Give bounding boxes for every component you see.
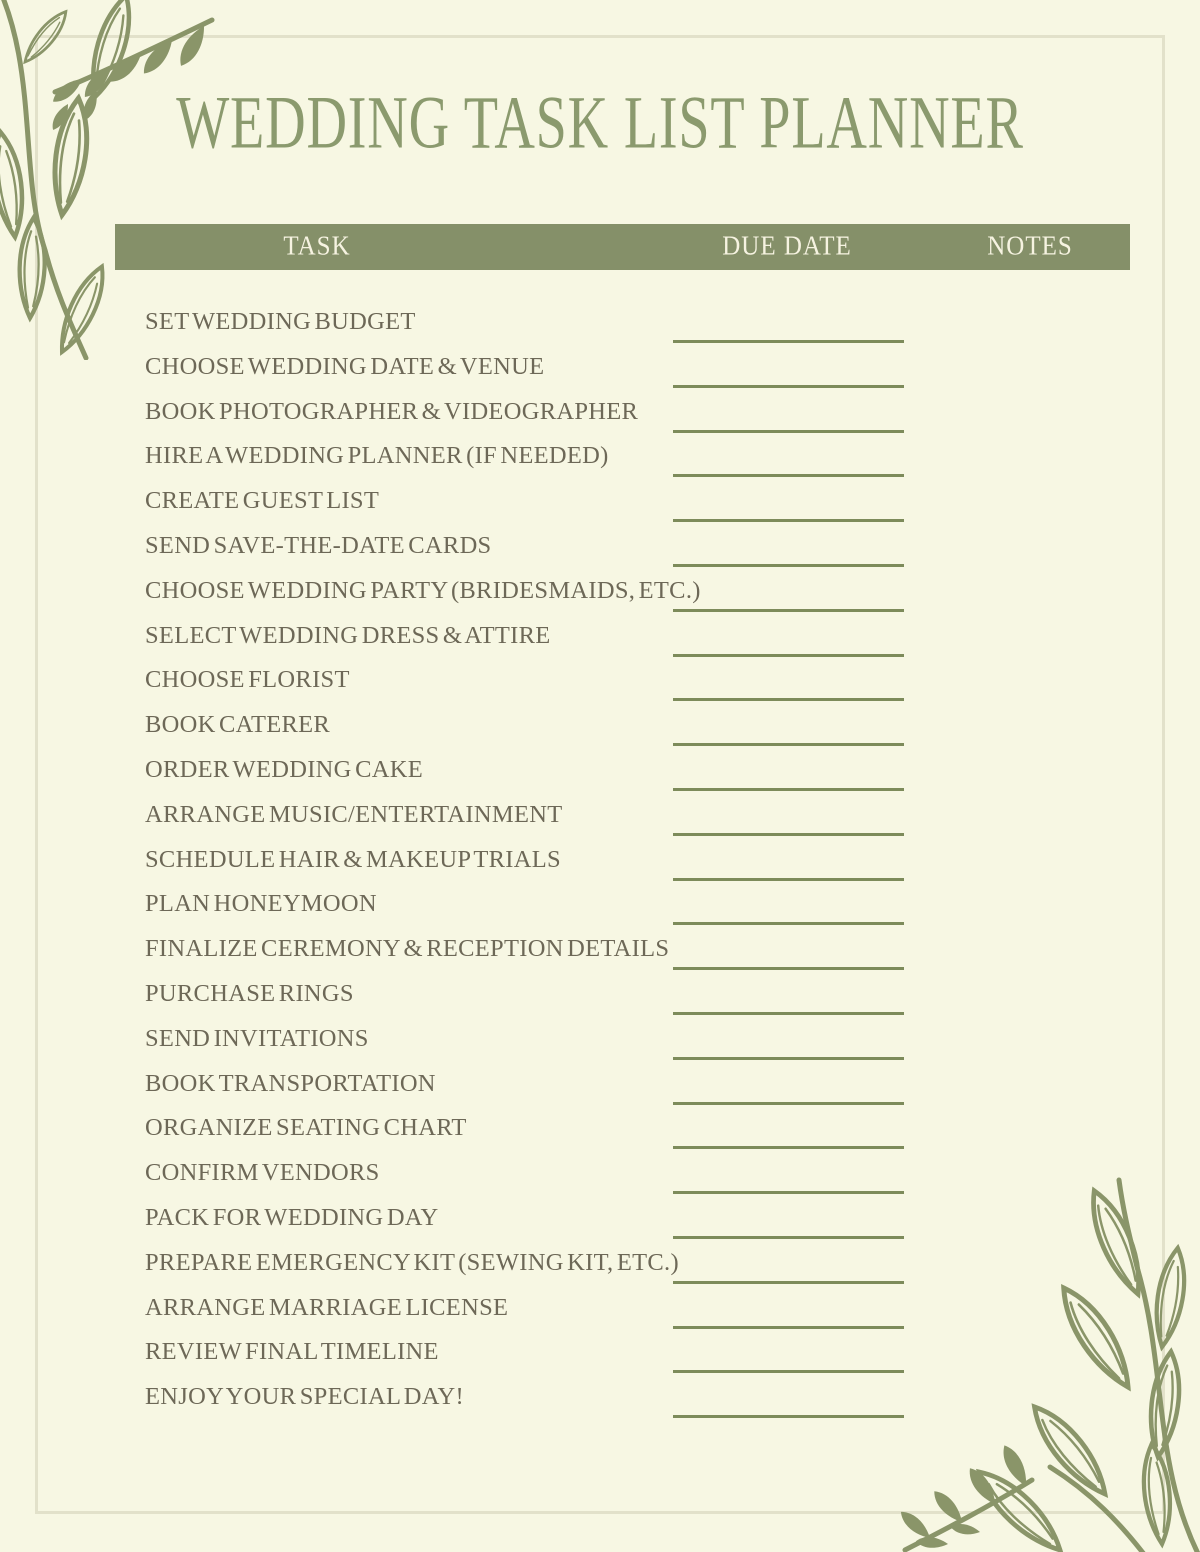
task-row: [0, 569, 1200, 614]
due-date-line: [673, 788, 904, 791]
task-row: [0, 1375, 1200, 1420]
due-date-line: [673, 1370, 904, 1373]
task-label: PREPARE EMERGENCY KIT (SEWING KIT, ETC.): [145, 1248, 679, 1276]
task-label: FINALIZE CEREMONY & RECEPTION DETAILS: [145, 935, 670, 963]
column-header-due-date: DUE DATE: [722, 231, 852, 262]
due-date-line: [673, 1057, 904, 1060]
due-date-line: [673, 1415, 904, 1418]
task-label: CHOOSE WEDDING DATE & VENUE: [145, 352, 545, 380]
task-row: [0, 927, 1200, 972]
task-label: BOOK TRANSPORTATION: [145, 1069, 436, 1097]
task-row: [0, 1241, 1200, 1286]
task-label: SEND INVITATIONS: [145, 1024, 369, 1052]
task-label: CREATE GUEST LIST: [145, 487, 380, 515]
task-row: [0, 390, 1200, 435]
task-label: REVIEW FINAL TIMELINE: [145, 1338, 439, 1366]
due-date-line: [673, 1191, 904, 1194]
task-label: CONFIRM VENDORS: [145, 1159, 380, 1187]
column-header-notes: NOTES: [987, 231, 1073, 262]
task-label: BOOK CATERER: [145, 711, 331, 739]
task-label: SET WEDDING BUDGET: [145, 308, 416, 335]
task-row: [0, 1151, 1200, 1196]
task-list: [0, 300, 1200, 1420]
task-row: [0, 882, 1200, 927]
due-date-line: [673, 743, 904, 746]
due-date-line: [673, 922, 904, 925]
due-date-line: [673, 698, 904, 701]
task-label: SELECT WEDDING DRESS & ATTIRE: [145, 621, 551, 649]
due-date-line: [673, 474, 904, 477]
due-date-line: [673, 1236, 904, 1239]
due-date-line: [673, 1012, 904, 1015]
task-label: PLAN HONEYMOON: [145, 890, 377, 918]
task-row: [0, 793, 1200, 838]
due-date-line: [673, 385, 904, 388]
due-date-line: [673, 1281, 904, 1284]
task-label: ORGANIZE SEATING CHART: [145, 1114, 467, 1142]
due-date-line: [673, 1146, 904, 1149]
task-row: [0, 1017, 1200, 1062]
page-title: WEDDING TASK LIST PLANNER: [176, 81, 1024, 165]
task-label: PURCHASE RINGS: [145, 979, 354, 1007]
task-row: [0, 703, 1200, 748]
due-date-line: [673, 609, 904, 612]
due-date-line: [673, 967, 904, 970]
task-row: [0, 1106, 1200, 1151]
task-label: ORDER WEDDING CAKE: [145, 755, 423, 783]
due-date-line: [673, 430, 904, 433]
task-label: CHOOSE WEDDING PARTY (BRIDESMAIDS, ETC.): [145, 576, 701, 604]
task-row: [0, 1196, 1200, 1241]
task-label: ARRANGE MARRIAGE LICENSE: [145, 1293, 509, 1321]
task-row: [0, 434, 1200, 479]
task-label: HIRE A WEDDING PLANNER (IF NEEDED): [145, 442, 609, 470]
column-header-task: TASK: [283, 231, 351, 262]
due-date-line: [673, 878, 904, 881]
task-row: [0, 1062, 1200, 1107]
table-header-bar: [115, 224, 1130, 270]
task-row: [0, 614, 1200, 659]
task-row: [0, 1286, 1200, 1331]
due-date-line: [673, 654, 904, 657]
task-row: [0, 345, 1200, 390]
task-row: [0, 972, 1200, 1017]
task-label: SEND SAVE-THE-DATE CARDS: [145, 531, 492, 559]
task-row: [0, 838, 1200, 883]
task-label: BOOK PHOTOGRAPHER & VIDEOGRAPHER: [145, 397, 639, 425]
due-date-line: [673, 519, 904, 522]
task-label: ENJOY YOUR SPECIAL DAY!: [145, 1383, 464, 1411]
task-row: [0, 524, 1200, 569]
task-label: CHOOSE FLORIST: [145, 666, 350, 694]
task-row: [0, 300, 1200, 345]
task-row: [0, 658, 1200, 703]
due-date-line: [673, 833, 904, 836]
due-date-line: [673, 1102, 904, 1105]
task-label: SCHEDULE HAIR & MAKEUP TRIALS: [145, 845, 561, 873]
task-label: PACK FOR WEDDING DAY: [145, 1203, 439, 1231]
due-date-line: [673, 1326, 904, 1329]
task-row: [0, 748, 1200, 793]
due-date-line: [673, 564, 904, 567]
due-date-line: [673, 340, 904, 343]
task-label: ARRANGE MUSIC/ENTERTAINMENT: [145, 800, 563, 828]
task-row: [0, 1330, 1200, 1375]
task-row: [0, 479, 1200, 524]
